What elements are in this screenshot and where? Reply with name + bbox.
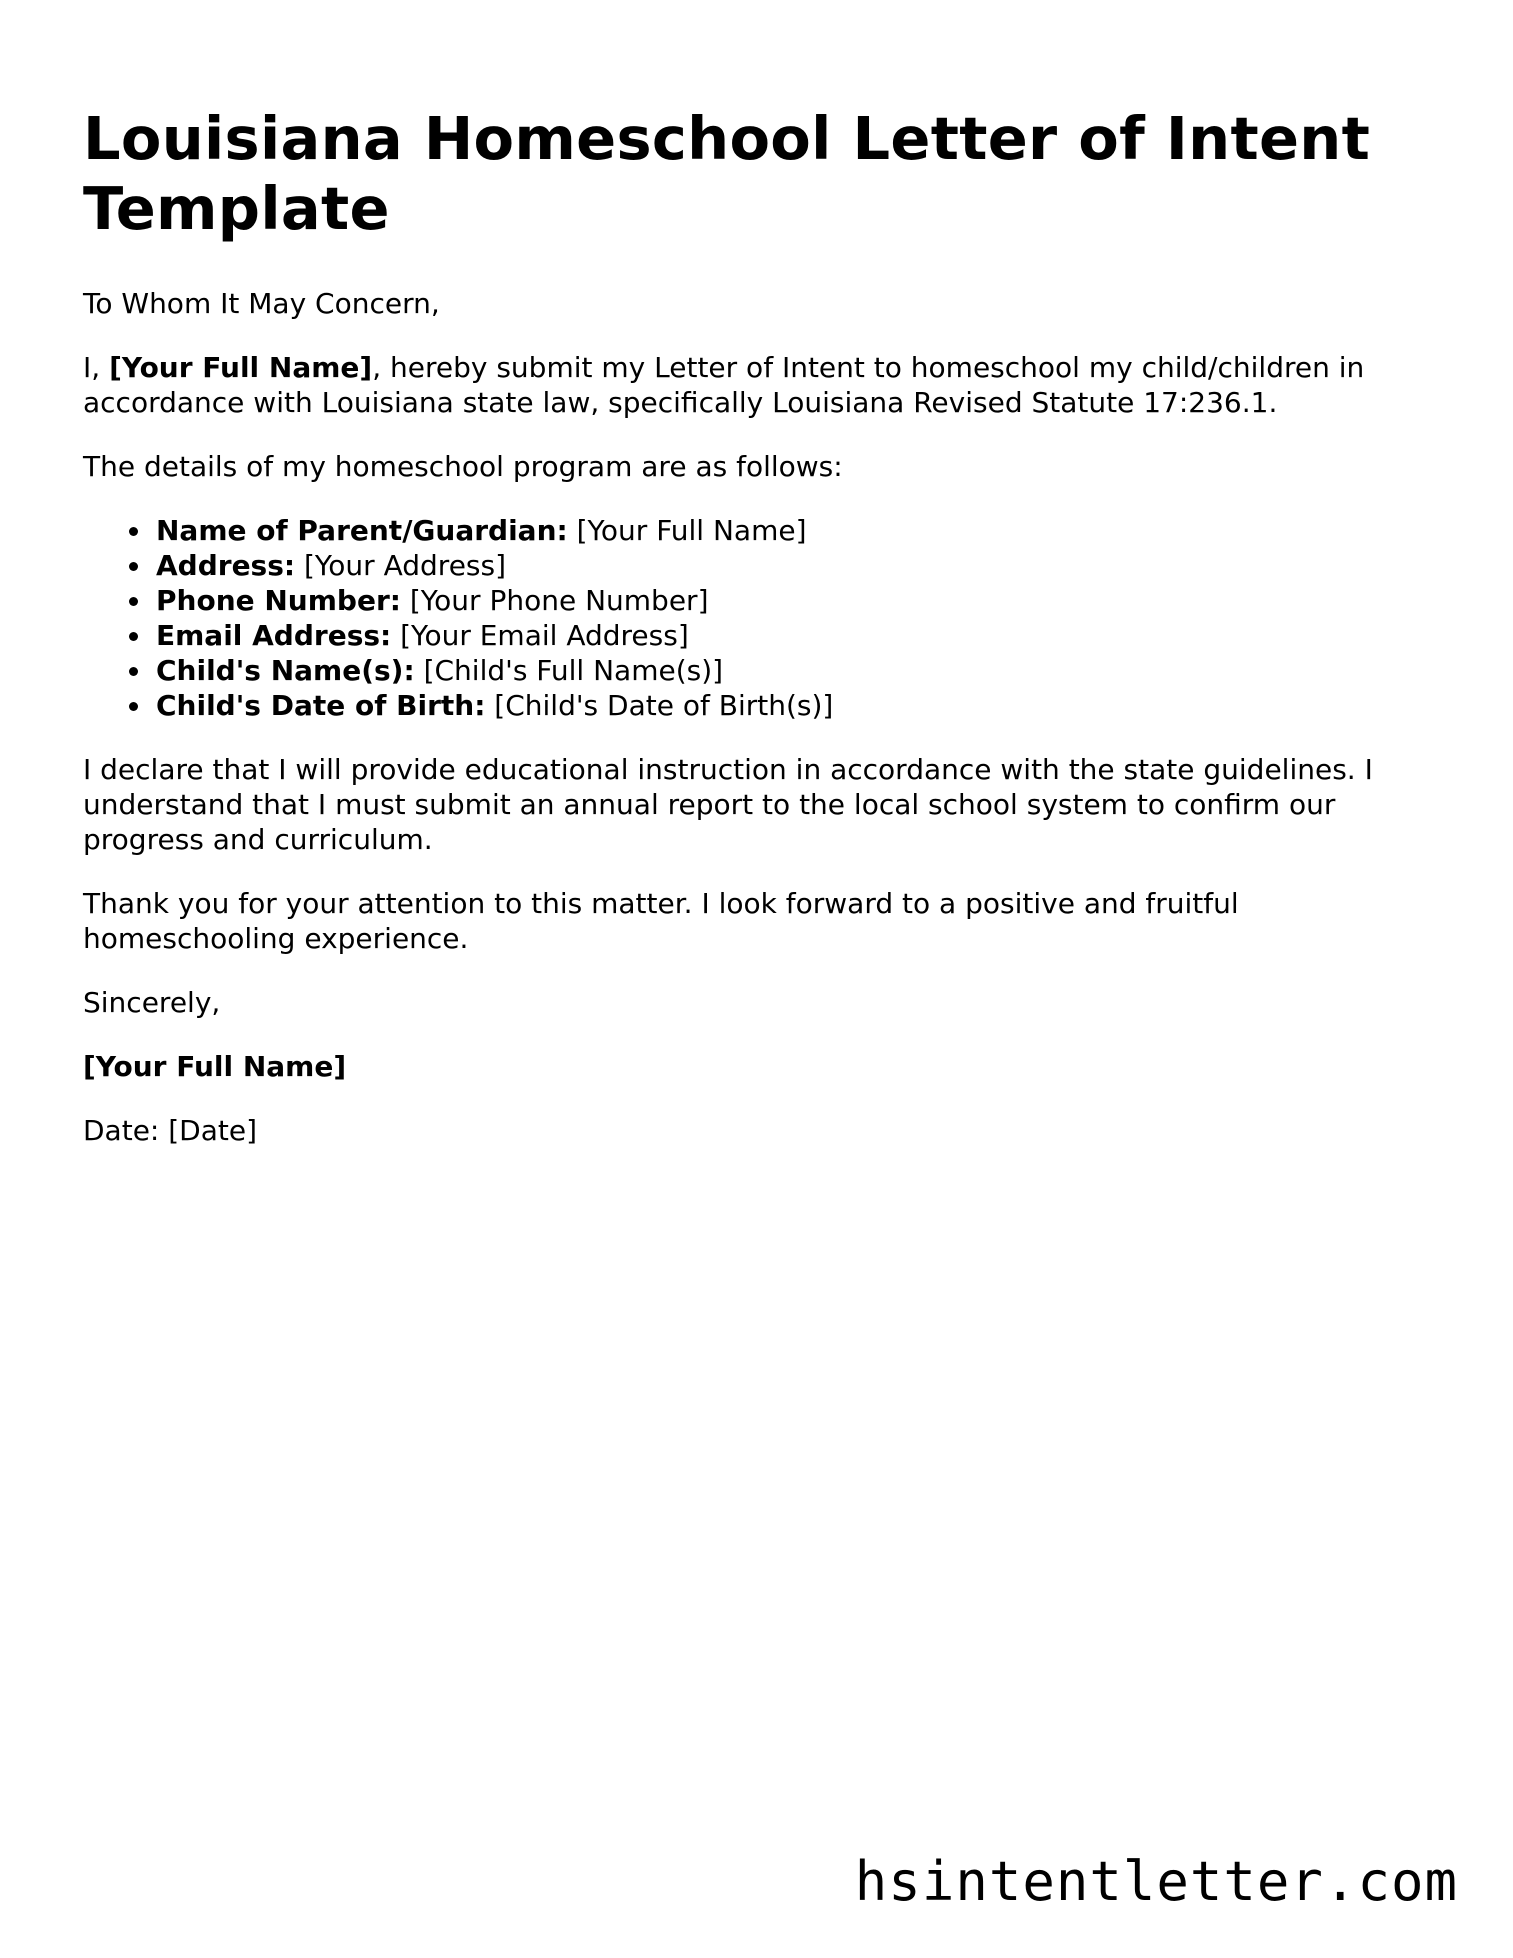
detail-value: [Child's Full Name(s)] [414, 654, 724, 687]
letter-page [83, 104, 1443, 1148]
detail-label: Name of Parent/Guardian: [156, 514, 568, 547]
intro-prefix: I, [83, 351, 110, 384]
detail-value: [Child's Date of Birth(s)] [485, 689, 834, 722]
detail-value: [Your Address] [295, 549, 507, 582]
intro-name-placeholder: [Your Full Name] [109, 351, 373, 384]
detail-label: Address: [156, 549, 296, 582]
detail-item-phone [156, 583, 1443, 618]
site-watermark: hsintentletter.com [854, 1850, 1458, 1913]
detail-item-email [156, 618, 1443, 653]
detail-item-child-name [156, 653, 1443, 688]
thanks-paragraph: Thank you for your attention to this matter. I look forward to a positive and fruitful homeschooling experience. [83, 887, 1239, 955]
date-line: Date: [Date] [83, 1114, 258, 1147]
detail-label: Email Address: [156, 619, 392, 652]
detail-value: [Your Full Name] [567, 514, 807, 547]
detail-label: Phone Number: [156, 584, 401, 617]
intro-paragraph [83, 350, 1423, 420]
closing: Sincerely, [83, 986, 221, 1019]
detail-value: [Your Phone Number] [400, 584, 709, 617]
detail-value: [Your Email Address] [391, 619, 689, 652]
declaration-paragraph: I declare that I will provide educational instruction in accordance with the state guidelines. I understand that I must submit an annual report to the local school system to confirm our progress and curriculum. [83, 753, 1373, 856]
document-title: Louisiana Homeschool Letter of Intent Template [83, 104, 1371, 243]
intro-suffix: , hereby submit my Letter of Intent to homeschool my child/children in accordance with Louisiana state law, specifically Louisiana Revised Statute 17:236.1. [83, 351, 1365, 419]
salutation: To Whom It May Concern, [83, 287, 440, 320]
detail-label: Child's Name(s): [156, 654, 415, 687]
detail-item-parent-name [156, 513, 1443, 548]
detail-label: Child's Date of Birth: [156, 689, 486, 722]
detail-item-address [156, 548, 1443, 583]
detail-item-child-dob [156, 688, 1443, 723]
signature-name: [Your Full Name] [83, 1050, 347, 1083]
details-list [83, 513, 1443, 723]
details-lead: The details of my homeschool program are as follows: [83, 450, 843, 483]
